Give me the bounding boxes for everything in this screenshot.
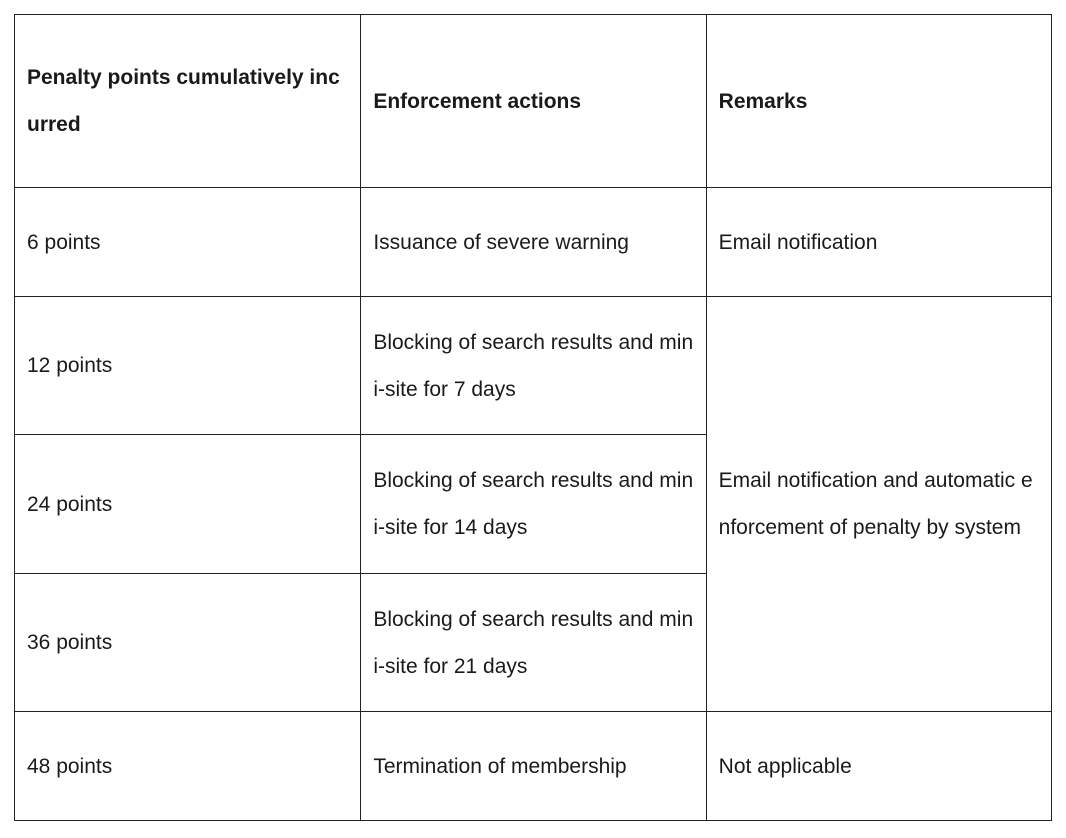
- header-penalty-points: Penalty points cumulatively incurred: [15, 15, 361, 188]
- points-cell: 36 points: [15, 574, 361, 712]
- action-cell: Blocking of search results and mini-site for 14 days: [361, 435, 706, 574]
- action-cell: Termination of membership: [361, 712, 706, 821]
- table-row: [15, 712, 1052, 821]
- remark-cell: Not applicable: [706, 712, 1051, 821]
- header-remarks: Remarks: [706, 15, 1051, 188]
- points-cell: 12 points: [15, 297, 361, 435]
- table-header-row: [15, 15, 1052, 188]
- action-cell: Blocking of search results and mini-site for 21 days: [361, 574, 706, 712]
- action-cell: Blocking of search results and mini-site for 7 days: [361, 297, 706, 435]
- table-row: [15, 297, 1052, 435]
- points-cell: 6 points: [15, 188, 361, 297]
- table-row: [15, 188, 1052, 297]
- remark-cell-merged: Email notification and automatic enforcement of penalty by system: [706, 297, 1051, 712]
- penalty-points-table: [14, 14, 1052, 821]
- points-cell: 24 points: [15, 435, 361, 574]
- action-cell: Issuance of severe warning: [361, 188, 706, 297]
- remark-cell: Email notification: [706, 188, 1051, 297]
- header-enforcement-actions: Enforcement actions: [361, 15, 706, 188]
- points-cell: 48 points: [15, 712, 361, 821]
